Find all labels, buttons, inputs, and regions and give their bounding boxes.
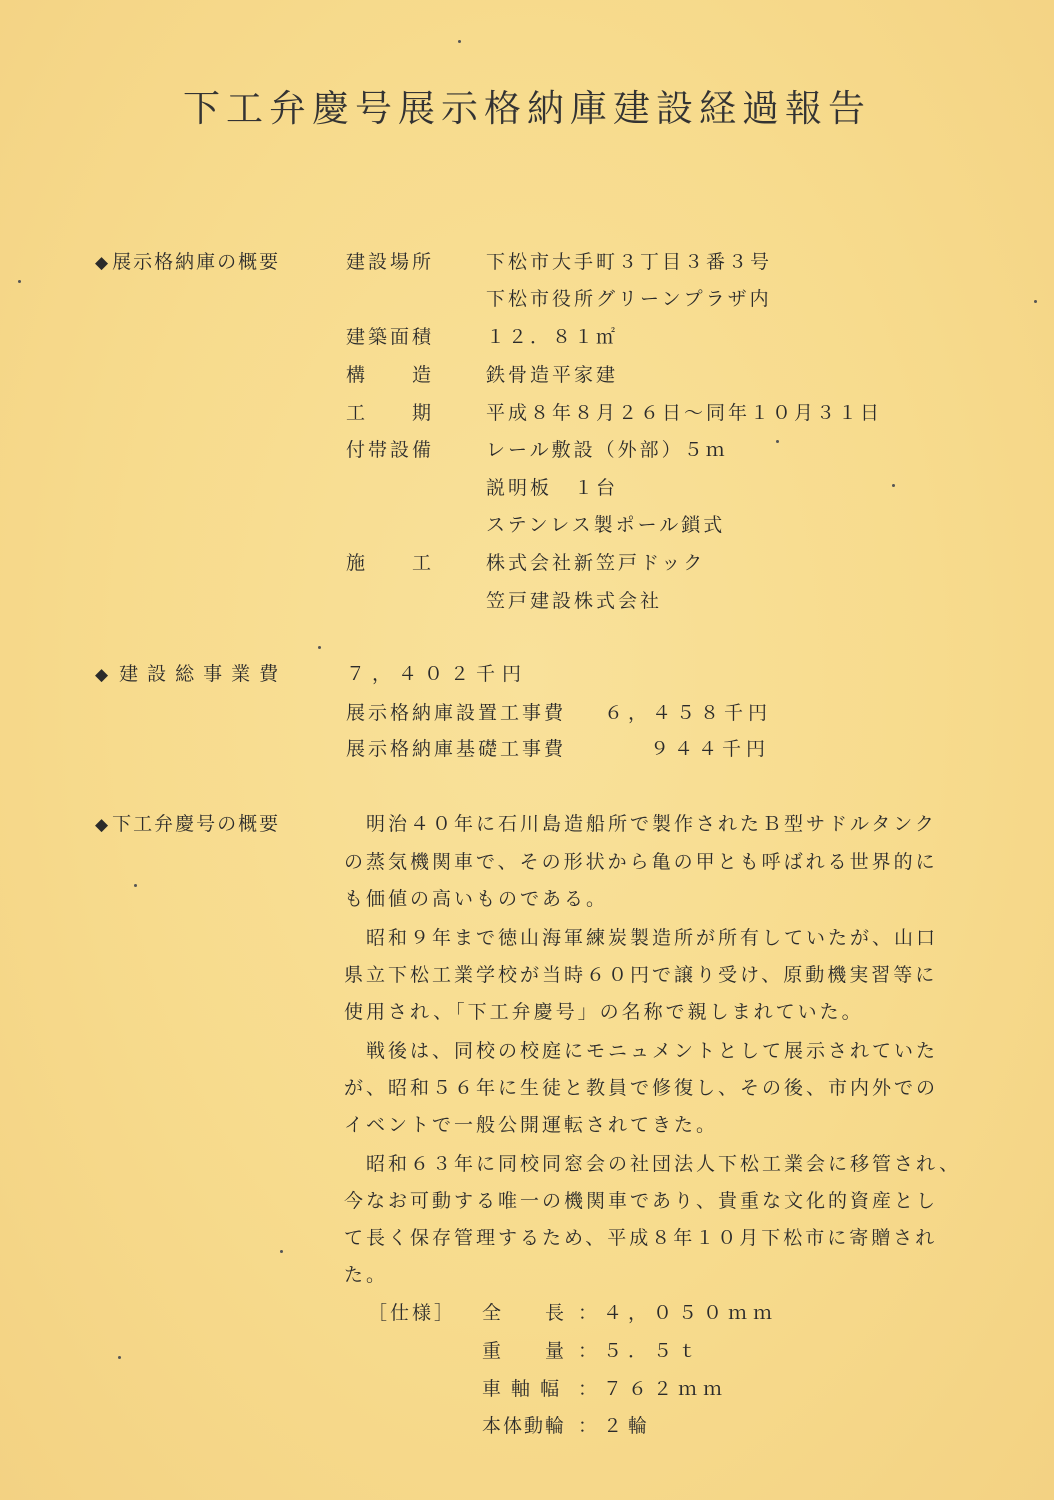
cost-heading-text: 建設総事業費	[119, 663, 288, 685]
cost-total: ７，４０２千円	[346, 663, 529, 685]
overview-value: 下松市大手町３丁目３番３号	[486, 251, 773, 273]
overview-label: 建設場所	[346, 251, 435, 273]
paragraph-line: 明治４０年に石川島造船所で製作されたＢ型サドルタンク	[344, 813, 937, 835]
overview-value: １２．８１㎡	[486, 326, 619, 348]
overview-heading-text: 展示格納庫の概要	[112, 251, 281, 273]
paragraph-line: 戦後は、同校の校庭にモニュメントとして展示されていた	[344, 1040, 939, 1062]
paragraph-line: が、昭和５６年に生徒と教員で修復し、その後、市内外での	[344, 1077, 939, 1099]
spec-item-value: ：５．５ｔ	[578, 1340, 704, 1362]
cost-item-label: 展示格納庫設置工事費	[346, 702, 567, 724]
scan-speck	[1034, 300, 1037, 303]
overview-label: 工 期	[346, 402, 435, 424]
scan-speck	[134, 884, 137, 887]
overview-label: 建築面積	[346, 326, 435, 348]
spec-label: ［仕様］	[368, 1302, 457, 1324]
overview-value: 説明板 １台	[486, 477, 619, 499]
diamond-bullet-icon: ◆	[95, 253, 111, 273]
overview-value: 鉄骨造平家建	[486, 364, 619, 386]
paragraph-line: 昭和６３年に同校同窓会の社団法人下松工業会に移管され、	[344, 1153, 962, 1175]
overview-label: 構 造	[346, 364, 435, 386]
paragraph-line: 使用され、「下工弁慶号」の名称で親しまれていた。	[344, 1001, 864, 1023]
cost-heading	[95, 665, 287, 684]
scan-speck	[458, 40, 461, 43]
scan-speck	[118, 1356, 121, 1359]
overview-value: 平成８年８月２６日～同年１０月３１日	[486, 402, 883, 424]
cost-item-value: ９４４千円	[650, 738, 771, 760]
spec-item-label: 本体動輪	[482, 1415, 567, 1437]
diamond-bullet-icon: ◆	[95, 815, 111, 835]
cost-item-value: ６，４５８千円	[604, 702, 773, 724]
scan-speck	[18, 280, 21, 283]
spec-item-label: 重 量	[482, 1340, 567, 1362]
spec-item-label: 全 長	[482, 1302, 567, 1324]
paragraph-line: た。	[344, 1264, 389, 1286]
overview-value: ステンレス製ポール鎖式	[486, 514, 726, 536]
document-title: 下工弁慶号展示格納庫建設経過報告	[183, 87, 871, 130]
locomotive-heading-text: 下工弁慶号の概要	[112, 813, 281, 835]
paragraph-line: て長く保存管理するため、平成８年１０月下松市に寄贈され	[344, 1227, 938, 1249]
paragraph-line: の蒸気機関車で、その形状から亀の甲とも呼ばれる世界的に	[344, 851, 938, 873]
overview-heading	[95, 253, 280, 272]
paragraph-line: も価値の高いものである。	[344, 888, 609, 910]
scan-speck	[892, 484, 895, 487]
scan-speck	[280, 1250, 283, 1253]
cost-item-label: 展示格納庫基礎工事費	[346, 738, 567, 760]
overview-value: レール敷設（外部）５ｍ	[486, 439, 728, 461]
overview-label: 付帯設備	[346, 439, 435, 461]
overview-value: 下松市役所グリーンプラザ内	[486, 288, 772, 310]
spec-item-value: ：２輪	[578, 1415, 654, 1437]
spec-item-label: 車 軸 幅	[482, 1378, 562, 1400]
overview-value: 株式会社新笠戸ドック	[486, 552, 706, 574]
overview-value: 笠戸建設株式会社	[486, 590, 663, 612]
spec-item-value: ：４，０５０ｍｍ	[578, 1302, 779, 1324]
locomotive-heading	[95, 815, 280, 834]
overview-label: 施 工	[346, 552, 435, 574]
scan-speck	[318, 646, 321, 649]
paragraph-line: 県立下松工業学校が当時６０円で譲り受け、原動機実習等に	[344, 964, 938, 986]
paragraph-line: イベントで一般公開運転されてきた。	[344, 1114, 719, 1136]
scan-speck	[776, 440, 779, 443]
paragraph-line: 昭和９年まで徳山海軍練炭製造所が所有していたが、山口	[344, 927, 939, 949]
spec-item-value: ：７６２ｍｍ	[578, 1378, 729, 1400]
diamond-bullet-icon: ◆	[95, 665, 118, 685]
paragraph-line: 今なお可動する唯一の機関車であり、貴重な文化的資産とし	[344, 1190, 939, 1212]
